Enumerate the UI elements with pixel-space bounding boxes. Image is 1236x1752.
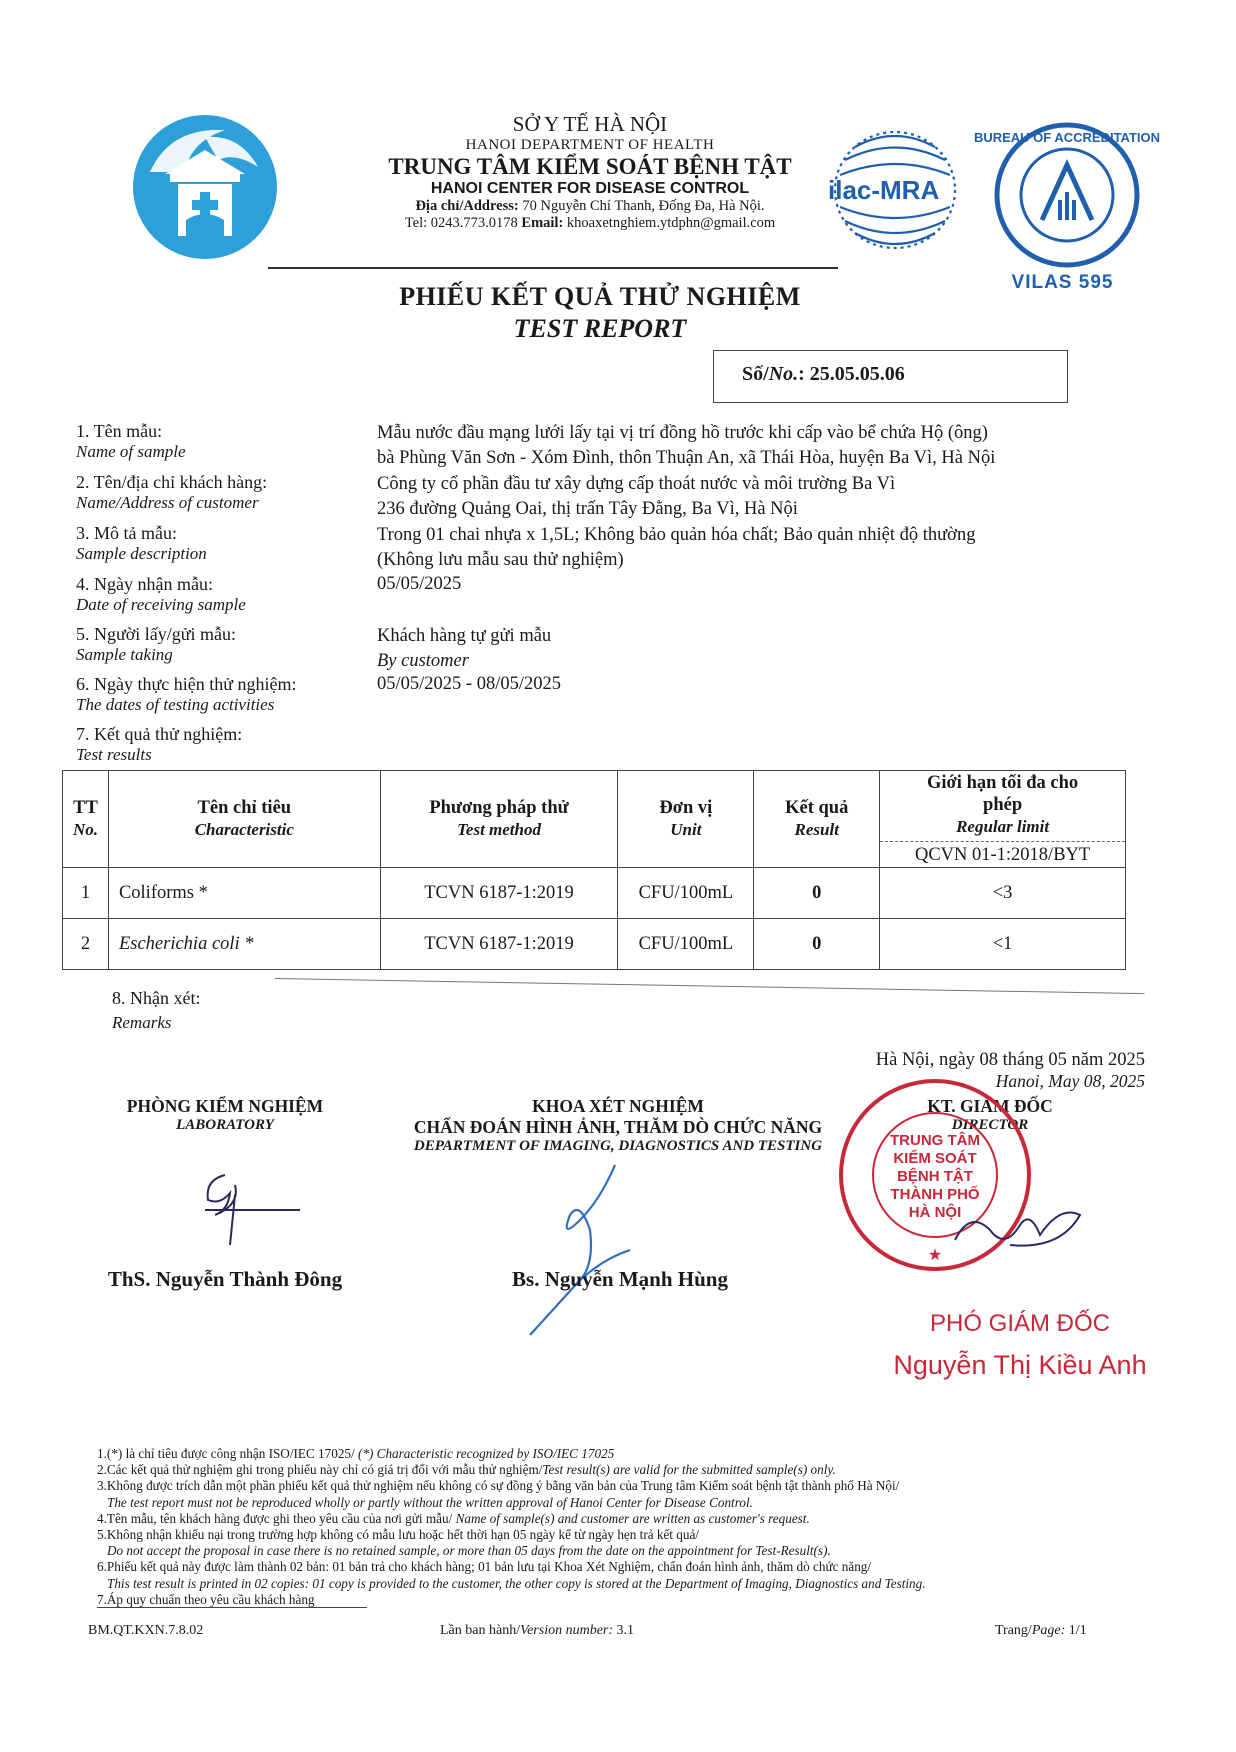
ilac-mra-logo: [820, 115, 970, 265]
report-number-box: [713, 350, 1068, 403]
lab-signature-image: [190, 1155, 310, 1250]
info-received-label: 4. Ngày nhận mẫu: Date of receiving sample: [76, 574, 246, 614]
header-block: [340, 112, 840, 232]
footnote: The test report must not be reproduced wholly or partly without the written approval of Hanoi Center for Disease Control.: [107, 1494, 753, 1510]
footnote: 1.(*) là chỉ tiêu được công nhận ISO/IEC 17025/ (*) Characteristic recognized by ISO/IEC 17025: [97, 1446, 615, 1461]
director-role: PHÓ GIÁM ĐỐC: [929, 1310, 1110, 1337]
remarks: 8. Nhận xét: Remarks: [112, 988, 201, 1032]
limit-standard: QCVN 01-1:2018/BYT: [914, 845, 1091, 865]
info-name-label: 1. Tên mẫu: Name of sample: [76, 421, 186, 461]
info-description-label: 3. Mô tả mẫu: Sample description: [76, 523, 207, 563]
header-org-en: HANOI CENTER FOR DISEASE CONTROL: [430, 180, 750, 197]
header-rule: [268, 267, 838, 269]
footnote: 5.Không nhận khiếu nại trong trường hợp không có mẫu lưu hoặc hết thời hạn 05 ngày kể từ ngày hẹn trả kết quả/: [97, 1527, 699, 1543]
col-limit: Giới hạn tối đa cho phép Regular limit QCVN 01-1:2018/BYT: [880, 771, 1126, 868]
dept-signature-image: [520, 1160, 650, 1340]
report-title: PHIẾU KẾT QUẢ THỬ NGHIỆM: [399, 282, 801, 311]
svg-text:★: ★: [927, 1247, 943, 1264]
lab-signer-name: ThS. Nguyễn Thành Đông: [107, 1267, 343, 1291]
svg-text:BUREAU OF ACCREDITATION: BUREAU OF ACCREDITATION: [973, 130, 1161, 145]
signing-date: Hà Nội, ngày 08 tháng 05 năm 2025 Hanoi, May 08, 2025: [875, 1050, 1145, 1091]
footnote: Do not accept the proposal in case there is no retained sample, or more than 05 days from the date on the appointment for Test-Result(s).: [107, 1543, 831, 1559]
ilac-label: ilac-MRA: [828, 175, 940, 205]
director-name: Nguyễn Thị Kiều Anh: [893, 1350, 1147, 1380]
header-org: TRUNG TÂM KIỂM SOÁT BỆNH TẬT: [388, 154, 792, 179]
remarks-rule: [275, 978, 1145, 994]
info-sample-taking-value: Khách hàng tự gửi mẫu By customer: [377, 626, 552, 671]
form-code: BM.QT.KXN.7.8.02: [88, 1623, 204, 1638]
info-customer-value: Công ty cổ phần đầu tư xây dựng cấp thoát nước và môi trường Ba Vì 236 đường Quảng Oai, thị trấn Tây Đằng, Ba Vì, Hà Nội: [377, 474, 896, 519]
info-sample-taking-label: 5. Người lấy/gửi mẫu: Sample taking: [76, 624, 237, 664]
vilas-number: VILAS 595: [1011, 272, 1114, 293]
header-address: Địa chỉ/Address: 70 Nguyễn Chí Thanh, Đống Đa, Hà Nội.: [415, 198, 765, 214]
footnote: 3.Không được trích dẫn một phần phiếu kết quả thử nghiệm nếu không có sự đồng ý bằng văn bản của Trung tâm Kiểm soát bệnh tật thành phố Hà Nội/: [97, 1478, 900, 1494]
info-description-value: Trong 01 chai nhựa x 1,5L; Không bảo quản hóa chất; Bảo quản nhiệt độ thường (Không lưu mẫu sau thử nghiệm): [377, 525, 976, 570]
director-signature-block: KT. GIÁM ĐỐC DIRECTOR: [927, 1096, 1053, 1133]
footnote: 7.Áp quy chuẩn theo yêu cầu khách hàng: [97, 1591, 315, 1607]
lab-signature-block: PHÒNG KIỂM NGHIỆM LABORATORY: [126, 1096, 324, 1133]
col-method: Phương pháp thử Test method: [380, 771, 618, 868]
header-department: SỞ Y TẾ HÀ NỘI: [512, 112, 668, 136]
info-test-dates-value: 05/05/2025 - 08/05/2025: [377, 674, 561, 694]
col-unit: Đơn vị Unit: [618, 771, 754, 868]
table-row: 2 Escherichia coli * TCVN 6187-1:2019 CFU/100mL 0 <1: [63, 919, 1126, 970]
info-name-value: Mẫu nước đầu mạng lưới lấy tại vị trí đồng hồ trước khi cấp vào bể chứa Hộ (ông) bà Phùng Văn Sơn - Xóm Đình, thôn Thuận An, xã Thái Hòa, huyện Ba Vì, Hà Nội: [377, 423, 996, 468]
footnote: 2.Các kết quả thử nghiệm ghi trong phiếu này chỉ có giá trị đối với mẫu thử nghiệm/Test result(s) are valid for the submitted sample(s) only.: [97, 1462, 836, 1478]
footnote: This test result is printed in 02 copies: 01 copy is provided to the customer, the other copy is stored at the Department of Imaging, Diagnostics and Testing.: [107, 1575, 926, 1591]
col-result: Kết quả Result: [754, 771, 880, 868]
director-signature-image: [950, 1195, 1090, 1265]
footnote: 4.Tên mẫu, tên khách hàng được ghi theo yêu cầu của nơi gửi mẫu/ Name of sample(s) and customer are written as customer's request.: [97, 1510, 810, 1526]
dept-signer-name: Bs. Nguyễn Mạnh Hùng: [512, 1267, 728, 1291]
info-received-value: 05/05/2025: [377, 574, 462, 594]
footnotes: [97, 1446, 1117, 1608]
header-department-en: HANOI DEPARTMENT OF HEALTH: [465, 137, 715, 153]
col-no: TT No.: [63, 771, 109, 868]
stamp-text: TRUNG TÂM KIỂM SOÁT BỆNH TẬT THÀNH PHỐ HÀ NỘI: [890, 1132, 980, 1221]
info-customer-label: 2. Tên/địa chỉ khách hàng: Name/Address of customer: [76, 472, 268, 512]
table-row: 1 Coliforms * TCVN 6187-1:2019 CFU/100mL 0 <3: [63, 868, 1126, 919]
dept-signature-block: KHOA XÉT NGHIỆM CHẨN ĐOÁN HÌNH ẢNH, THĂM DÒ CHỨC NĂNG DEPARTMENT OF IMAGING, DIAGNOSTICS AND TESTING: [413, 1096, 823, 1154]
footnote: 6.Phiếu kết quả này được làm thành 02 bản: 01 bản trả cho khách hàng; 01 bản lưu tại Khoa Xét Nghiệm, chẩn đoán hình ảnh, thăm dò chức năng/: [97, 1559, 872, 1575]
col-characteristic: Tên chỉ tiêu Characteristic: [108, 771, 380, 868]
table-header-row: [63, 771, 1126, 868]
report-title-en: TEST REPORT: [513, 314, 687, 343]
version-number: Lần ban hành/Version number: 3.1: [440, 1623, 635, 1638]
report-number: Số/No.: 25.05.05.06: [742, 363, 905, 385]
header-contact: Tel: 0243.773.0178 Email: khoaxetnghiem.ytdphn@gmail.com: [404, 215, 776, 231]
page-number: Trang/Page: 1/1: [995, 1623, 1087, 1638]
results-table: [62, 770, 1126, 970]
vilas-accreditation-seal: [973, 120, 1161, 270]
hanoi-cdc-logo: [130, 112, 280, 262]
info-results-label: 7. Kết quả thử nghiệm: Test results: [76, 724, 243, 764]
info-test-dates-label: 6. Ngày thực hiện thử nghiệm: The dates of testing activities: [76, 674, 297, 714]
footnote-rule: [97, 1607, 367, 1608]
